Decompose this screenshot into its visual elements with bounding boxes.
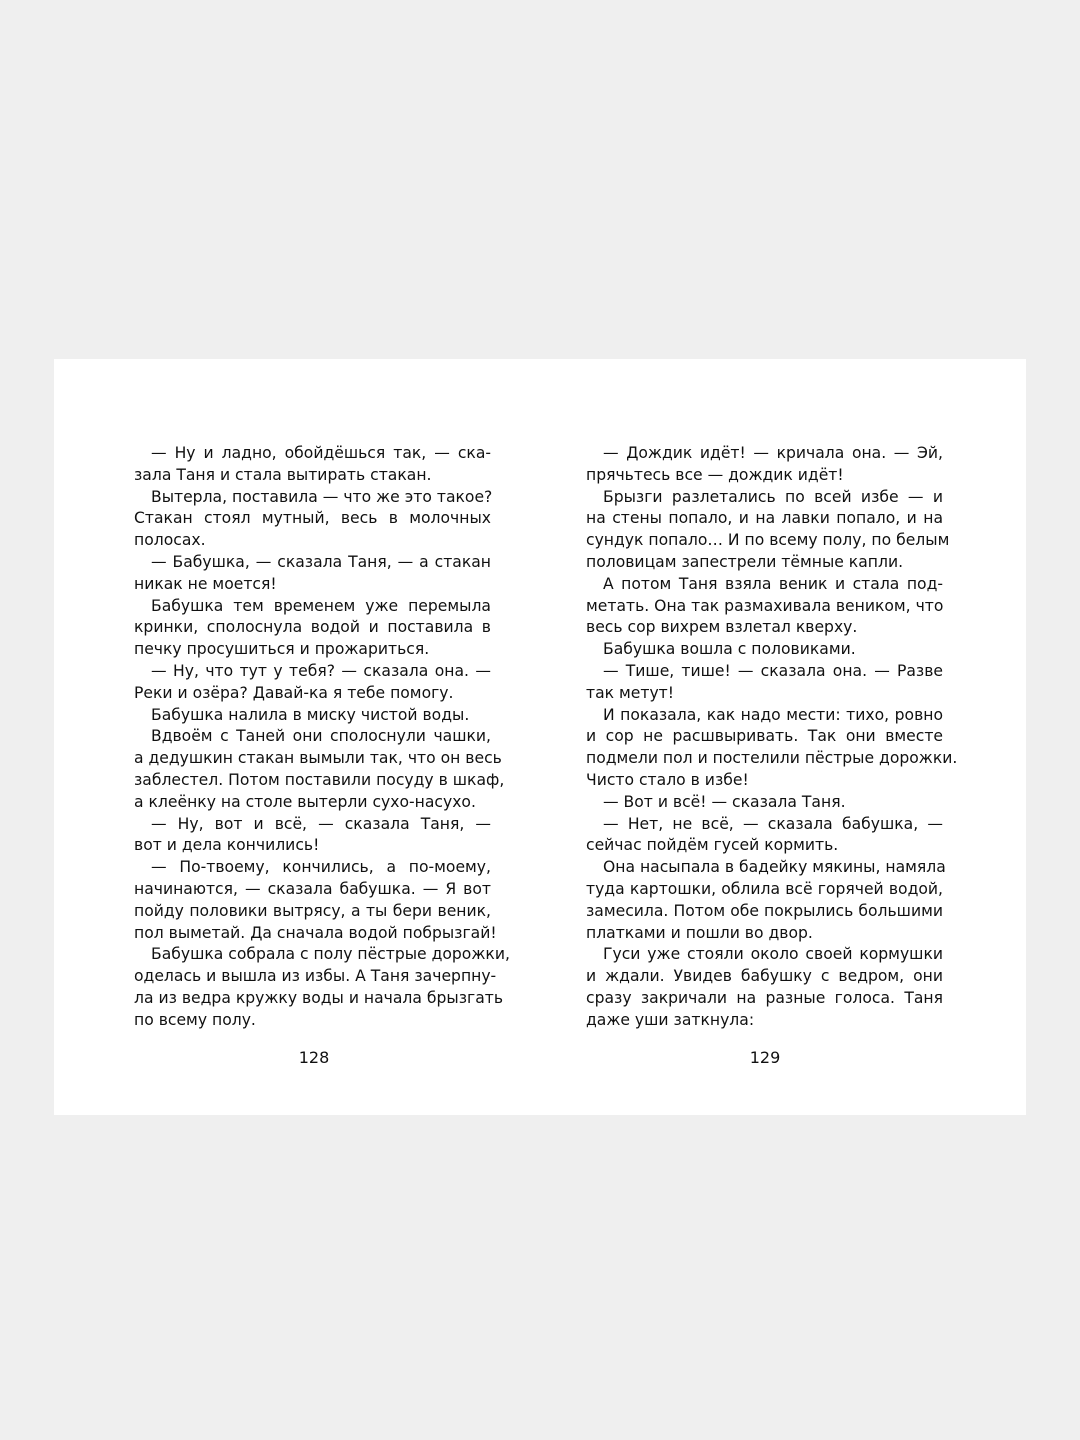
text-line: и сор не расшвыривать. Так они вместе <box>586 727 943 746</box>
text-line: — Тише, тише! — сказала она. — Разве <box>603 661 943 680</box>
text-line: заблестел. Потом поставили посуду в шкаф, <box>134 770 505 789</box>
text-line: вот и дела кончились! <box>134 836 320 855</box>
text-line: так метут! <box>586 683 675 702</box>
text-line: замесила. Потом обе покрылись большими <box>586 901 943 920</box>
text-line: туда картошки, облила всё горячей водой, <box>586 879 943 898</box>
text-line: ла из ведра кружку воды и начала брызгать <box>134 988 504 1007</box>
text-line: а клеёнку на столе вытерли сухо-насухо. <box>134 792 476 811</box>
text-line: метать. Она так размахивала веником, что <box>586 596 944 615</box>
right-page <box>586 443 958 1032</box>
text-line: — Дождик идёт! — кричала она. — Эй, <box>603 444 943 462</box>
text-line: кринки, сполоснула водой и поставила в <box>134 618 491 637</box>
text-line: Она насыпала в бадейку мякины, намяла <box>603 858 946 877</box>
text-line: А потом Таня взяла веник и стала под- <box>603 574 943 593</box>
text-line: никак не моется! <box>134 574 277 593</box>
text-line: сундук попало… И по всему полу, по белым <box>586 531 950 550</box>
right-page-text <box>586 443 958 1032</box>
text-line: Бабушка собрала с полу пёстрые дорожки, <box>151 945 510 964</box>
text-line: — Нет, не всё, — сказала бабушка, — <box>603 814 943 833</box>
text-line: Чисто стало в избе! <box>586 770 749 789</box>
text-line: Реки и озёра? Давай-ка я тебе помогу. <box>134 683 454 702</box>
text-line: прячьтесь все — дождик идёт! <box>586 465 844 484</box>
text-line: по всему полу. <box>134 1010 256 1029</box>
text-line: Вытерла, поставила — что же это такое? <box>151 487 493 506</box>
text-line: и ждали. Увидев бабушку с ведром, они <box>586 967 943 986</box>
text-line: начинаются, — сказала бабушка. — Я вот <box>134 879 491 898</box>
text-line: пол выметай. Да сначала водой побрызгай! <box>134 923 497 942</box>
text-line: Брызги разлетались по всей избе — и <box>603 487 943 506</box>
text-line: — Бабушка, — сказала Таня, — а стакан <box>151 552 491 571</box>
text-line: пойду половики вытрясу, а ты бери веник, <box>134 901 491 920</box>
left-page-text <box>134 443 510 1032</box>
text-line: Бабушка налила в миску чистой воды. <box>151 705 470 724</box>
text-line: Стакан стоял мутный, весь в молочных <box>134 509 491 528</box>
text-line: — Ну и ладно, обойдёшься так, — ска- <box>151 444 491 462</box>
text-line: Вдвоём с Таней они сполоснули чашки, <box>151 727 491 746</box>
text-line: печку просушиться и прожариться. <box>134 640 430 659</box>
left-page <box>134 443 510 1032</box>
text-line: — Вот и всё! — сказала Таня. <box>603 792 846 811</box>
text-line: сейчас пойдём гусей кормить. <box>586 836 839 855</box>
text-line: Бабушка вошла с половиками. <box>603 640 856 659</box>
text-line: полосах. <box>134 531 206 550</box>
text-line: даже уши заткнула: <box>586 1010 755 1029</box>
text-line: весь сор вихрем взлетал кверху. <box>586 618 858 637</box>
right-page-number: 129 <box>749 1048 781 1067</box>
text-line: а дедушкин стакан вымыли так, что он весь <box>134 749 502 768</box>
left-page-number: 128 <box>298 1048 330 1067</box>
text-line: Бабушка тем временем уже перемыла <box>151 596 491 615</box>
text-line: — По-твоему, кончились, а по-моему, <box>151 858 491 877</box>
text-line: оделась и вышла из избы. А Таня зачерпну- <box>134 967 497 986</box>
book-spread <box>54 359 1026 1115</box>
text-line: на стены попало, и на лавки попало, и на <box>586 509 943 528</box>
text-line: И показала, как надо мести: тихо, ровно <box>603 705 943 724</box>
text-line: сразу закричали на разные голоса. Таня <box>586 988 943 1007</box>
text-line: платками и пошли во двор. <box>586 923 813 942</box>
text-line: — Ну, что тут у тебя? — сказала она. — <box>151 661 491 680</box>
text-line: зала Таня и стала вытирать стакан. <box>134 465 432 484</box>
text-line: Гуси уже стояли около своей кормушки <box>603 945 943 964</box>
text-line: — Ну, вот и всё, — сказала Таня, — <box>151 814 491 833</box>
text-line: половицам запестрели тёмные капли. <box>586 552 904 571</box>
text-line: подмели пол и постелили пёстрые дорожки. <box>586 749 958 768</box>
